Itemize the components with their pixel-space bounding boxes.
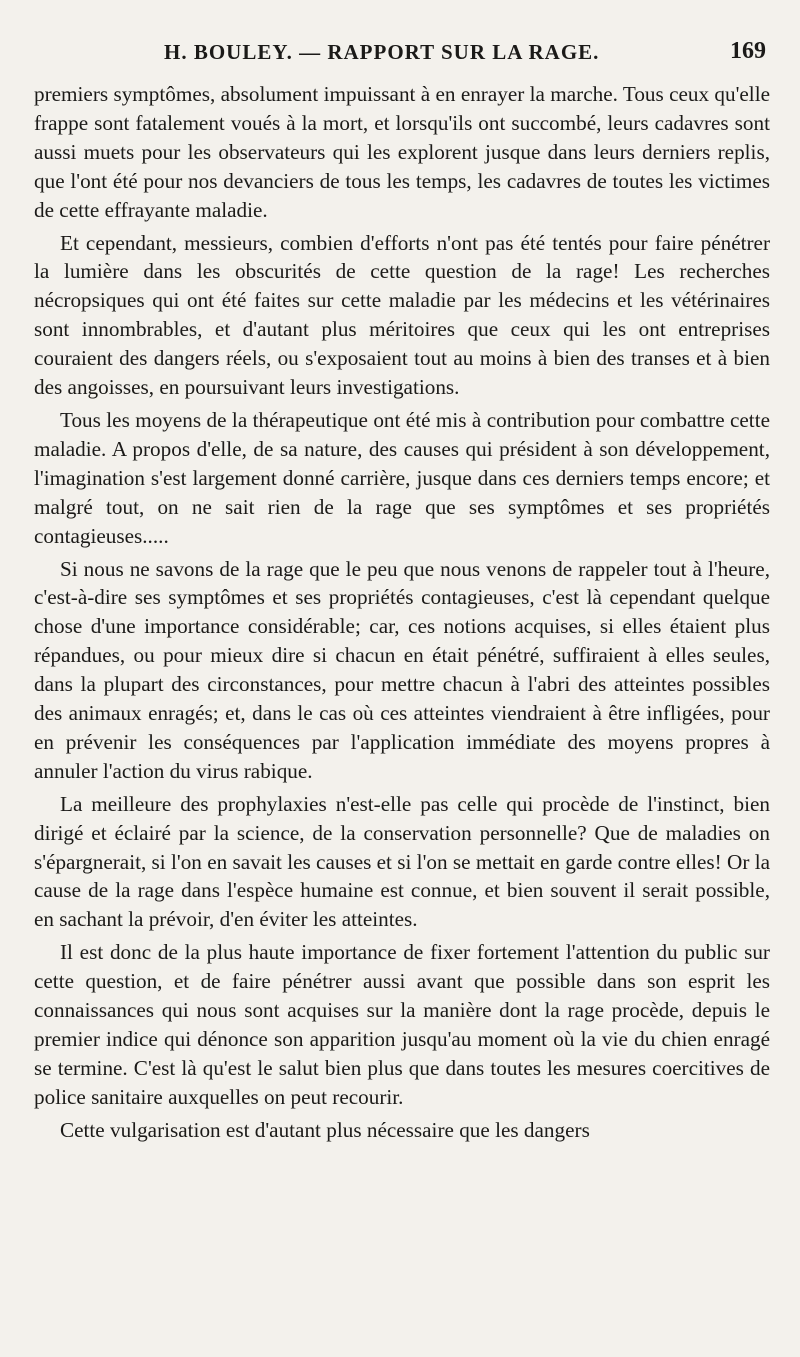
paragraph: Tous les moyens de la thérapeutique ont été mis à contribution pour combattre cette maladie. A propos d'elle, de sa nature, des causes qui président à son développement, l'imagination s'est largement donné carrière, jusque dans ces derniers temps encore; et malgré tout, on ne sait rien de la rage que ses symptômes et ses propriétés contagieuses..... <box>34 407 770 548</box>
paragraph-truncated: Cette vulgarisation est d'autant plus nécessaire que les dangers <box>60 1117 590 1142</box>
paragraph: Et cependant, messieurs, combien d'efforts n'ont pas été tentés pour faire pénétrer la lumière dans les obscurités de cette question de la rage! Les recherches nécropsiques qui ont été faites sur cette maladie par les médecins et les vétérinaires sont innombrables, et d'autant plus méritoires que ceux qui les ont entreprises couraient des dangers réels, ou s'exposaient tout au moins à bien des transes et à bien des angoisses, en poursuivant leurs investigations. <box>34 230 770 400</box>
running-head <box>34 40 770 80</box>
running-title: H. BOULEY. — RAPPORT SUR LA RAGE. <box>164 40 600 64</box>
paragraph-continued: premiers symptômes, absolument impuissant à en enrayer la marche. Tous ceux qu'elle frappe sont fatalement voués à la mort, et lorsqu'ils ont succombé, leurs cadavres sont aussi muets pour les observateurs qui les explorent jusque dans leurs derniers replis, que l'ont été pour nos devanciers de tous les temps, les cadavres de toutes les victimes de cette effrayante maladie. <box>34 82 770 222</box>
paragraph: Il est donc de la plus haute importance de fixer fortement l'attention du public sur cette question, et de faire pénétrer aussi avant que possible dans son esprit les connaissances qui nous sont acquises sur la manière dont la rage procède, depuis le premier indice qui dénonce son apparition jusqu'au moment où la vie du chien enragé se termine. C'est là qu'est le salut bien plus que dans toutes les mesures coercitives de police sanitaire auxquelles on peut recourir. <box>34 940 770 1109</box>
page-number: 169 <box>730 38 766 64</box>
paragraph: Si nous ne savons de la rage que le peu que nous venons de rappeler tout à l'heure, c'est-à-dire ses symptômes et ses propriétés contagieuses, c'est là cependant quelque chose d'une importance considérable; car, ces notions acquises, si elles étaient plus répandues, ou pour mieux dire si chacun en était pénétré, suffiraient à elles seules, dans la plupart des circonstances, pour mettre chacun à l'abri des atteintes possibles des animaux enragés; et, dans le cas où ces atteintes viendraient à être infligées, pour en prévenir les conséquences par l'application immédiate des moyens propres à annuler l'action du virus rabique. <box>34 556 770 783</box>
paragraph: La meilleure des prophylaxies n'est-elle pas celle qui procède de l'instinct, bien dirigé et éclairé par la science, de la conservation personnelle? Que de maladies on s'épargnerait, si l'on en savait les causes et si l'on se mettait en garde contre elles! Or la cause de la rage dans l'espèce humaine est connue, et bien souvent il serait possible, en sachant la prévoir, d'en éviter les atteintes. <box>34 791 770 932</box>
body-text <box>34 80 770 1145</box>
